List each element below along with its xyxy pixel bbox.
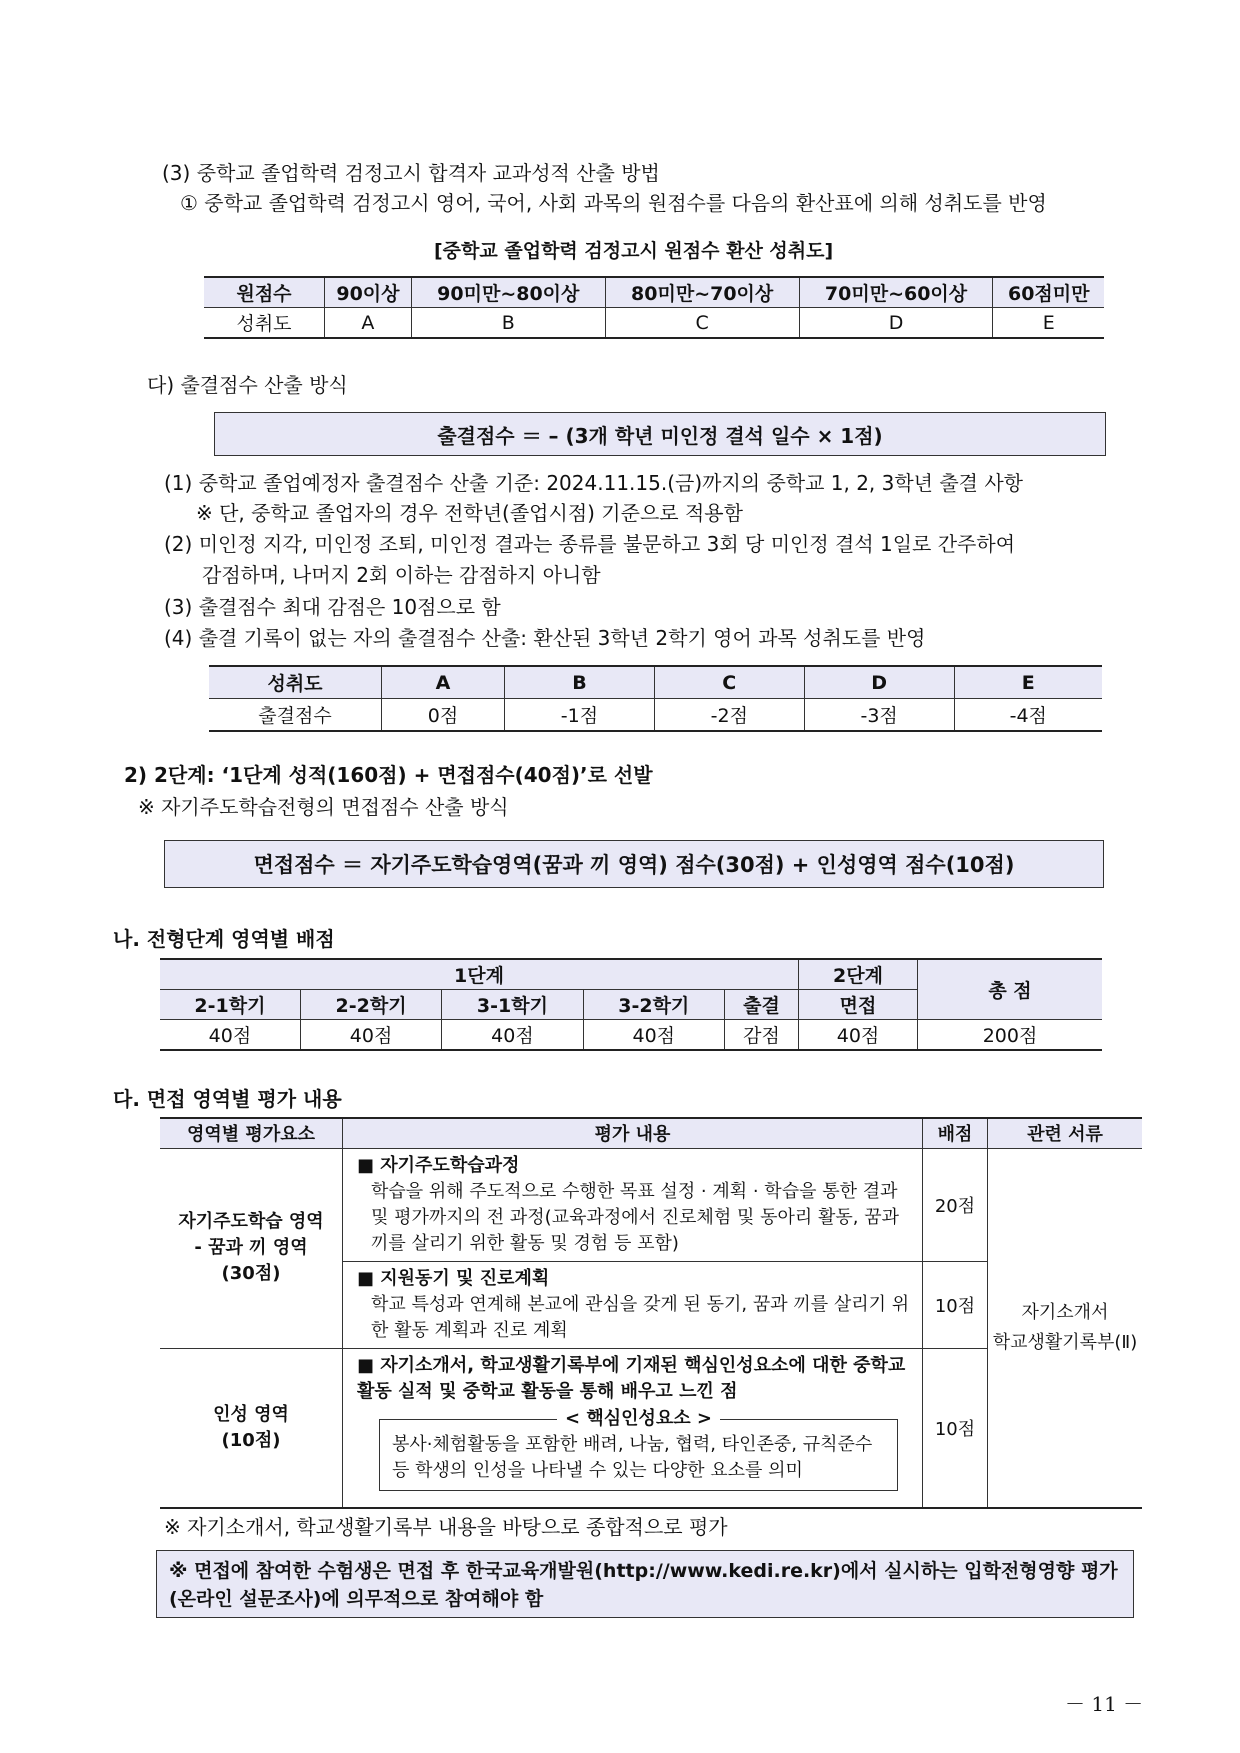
list-item: (3) 출결점수 최대 감점은 10점으로 함 (164, 595, 501, 619)
content-title: ■ 지원동기 및 진로계획 (357, 1267, 550, 1289)
table-cell: 2-1학기 (160, 990, 300, 1020)
table-cell: 60점미만 (993, 277, 1104, 308)
table-cell: 40점 (300, 1020, 441, 1051)
notice-box: ※ 면접에 참여한 수험생은 면접 후 한국교육개발원(http://www.kedi.re.kr)에서 실시하는 입학전형영향 평가(온라인 설문조사)에 의무적으로 참여해야 함 (156, 1550, 1134, 1618)
table-cell: 40점 (442, 1020, 583, 1051)
interview-evaluation-table (160, 1117, 1142, 1509)
body-text: ① 중학교 졸업학력 검정고시 영어, 국어, 사회 과목의 원점수를 다음의 환산표에 의해 성취도를 반영 (180, 191, 1047, 215)
table-cell: E (993, 308, 1104, 339)
table-cell: 2-2학기 (300, 990, 441, 1020)
table-cell: 90미만~80이상 (411, 277, 605, 308)
table-cell: 3-2학기 (583, 990, 724, 1020)
attendance-score-table (209, 665, 1102, 732)
doc-label: 자기소개서 (1021, 1301, 1109, 1323)
table-cell: 영역별 평가요소 (160, 1118, 343, 1148)
table-cell: A (325, 308, 412, 339)
list-item: 감점하며, 나머지 2회 이하는 감점하지 아니함 (202, 563, 601, 587)
section-heading: 다. 면접 영역별 평가 내용 (113, 1087, 342, 1111)
area-cell (160, 1148, 343, 1348)
score-cell: 10점 (923, 1348, 988, 1508)
table-cell: 40점 (160, 1020, 300, 1051)
table-cell: 면접 (799, 990, 918, 1020)
table-cell: 출결 (724, 990, 798, 1020)
content-title: ■ 자기소개서, 학교생활기록부에 기재된 핵심인성요소에 대한 중학교 활동 실적 및 중학교 활동을 통해 배우고 느낀 점 (357, 1354, 906, 1402)
area-label: (30점) (221, 1263, 281, 1284)
area-label: - 꿈과 끼 영역 (194, 1237, 308, 1258)
table-cell: 0점 (382, 699, 505, 732)
table-cell: 80미만~70이상 (605, 277, 799, 308)
doc-label: 학교생활기록부(Ⅱ) (992, 1331, 1138, 1353)
table-cell: 40점 (583, 1020, 724, 1051)
note-text: ※ 자기소개서, 학교생활기록부 내용을 바탕으로 종합적으로 평가 (164, 1515, 728, 1539)
table-cell: 성취도 (209, 666, 382, 699)
list-item: (2) 미인정 지각, 미인정 조퇴, 미인정 결과는 종류를 불문하고 3회 당 미인정 결석 1일로 간주하여 (164, 532, 1016, 556)
table-cell: 관련 서류 (988, 1118, 1143, 1148)
table-cell: 감점 (724, 1020, 798, 1051)
stage-score-table (160, 958, 1102, 1051)
table-title: [중학교 졸업학력 검정고시 원점수 환산 성취도] (434, 240, 834, 262)
area-label: 자기주도학습 영역 (178, 1211, 324, 1232)
table-cell: 성취도 (236, 313, 292, 335)
table-cell: 90이상 (325, 277, 412, 308)
content-body: 학교 특성과 연계해 본교에 관심을 갖게 된 동기, 꿈과 끼를 살리기 위한 활동 계획과 진로 계획 (371, 1293, 910, 1341)
core-values-body: 봉사·체험활동을 포함한 배려, 나눔, 협력, 타인존중, 규칙준수 등 학생의 인성을 나타낼 수 있는 다양한 요소를 의미 (392, 1433, 873, 1481)
table-cell: D (804, 666, 954, 699)
area-cell (160, 1348, 343, 1508)
section-heading: 다) 출결점수 산출 방식 (147, 373, 348, 397)
list-item: (1) 중학교 졸업예정자 출결점수 산출 기준: 2024.11.15.(금)까지의 중학교 1, 2, 3학년 출결 사항 (164, 471, 1024, 495)
content-cell (343, 1148, 923, 1261)
table-cell: C (605, 308, 799, 339)
section-heading: (3) 중학교 졸업학력 검정고시 합격자 교과성적 산출 방법 (162, 161, 660, 185)
docs-cell (988, 1148, 1143, 1508)
table-cell: 출결점수 (258, 705, 332, 727)
formula-box: 출결점수 ＝ – (3개 학년 미인정 결석 일수 × 1점) (214, 412, 1106, 456)
table-cell: 배점 (923, 1118, 988, 1148)
content-title: ■ 자기주도학습과정 (357, 1154, 520, 1176)
content-cell (343, 1261, 923, 1348)
table-cell: 40점 (799, 1020, 918, 1051)
area-label: 인성 영역 (213, 1403, 289, 1425)
table-cell: 2단계 (799, 959, 918, 990)
table-cell: 200점 (918, 1020, 1103, 1051)
table-cell: 평가 내용 (343, 1118, 923, 1148)
table-cell: -1점 (505, 699, 655, 732)
table-cell: 총 점 (918, 959, 1103, 1020)
table-cell: 1단계 (160, 959, 799, 990)
list-item: ※ 단, 중학교 졸업자의 경우 전학년(졸업시점) 기준으로 적용함 (196, 501, 743, 525)
content-cell (343, 1348, 923, 1508)
table-cell: 원점수 (204, 277, 325, 308)
score-cell: 10점 (923, 1261, 988, 1348)
list-item: (4) 출결 기록이 없는 자의 출결점수 산출: 환산된 3학년 2학기 영어 과목 성취도를 반영 (164, 626, 926, 650)
core-values-box (379, 1407, 898, 1491)
section-heading: 나. 전형단계 영역별 배점 (113, 927, 335, 951)
table-cell: C (654, 666, 804, 699)
formula-box: 면접점수 ＝ 자기주도학습영역(꿈과 끼 영역) 점수(30점) + 인성영역 점수(10점) (164, 840, 1104, 888)
table-cell: 70미만~60이상 (799, 277, 993, 308)
grade-conversion-table (204, 276, 1104, 339)
page-number: － 11 － (1065, 1692, 1144, 1716)
area-label: (10점) (221, 1429, 281, 1451)
table-cell: -4점 (954, 699, 1102, 732)
content-body: 학습을 위해 주도적으로 수행한 목표 설정 · 계획 · 학습을 통한 결과 및 평가까지의 전 과정(교육과정에서 진로체험 및 동아리 활동, 꿈과 끼를 살리기 위한 활동 및 경험 등 포함) (371, 1180, 899, 1254)
table-cell: B (411, 308, 605, 339)
note-text: ※ 자기주도학습전형의 면접점수 산출 방식 (138, 795, 509, 819)
table-cell: E (954, 666, 1102, 699)
table-cell: B (505, 666, 655, 699)
table-cell: A (382, 666, 505, 699)
table-cell: 3-1학기 (442, 990, 583, 1020)
table-cell: -3점 (804, 699, 954, 732)
table-cell: -2점 (654, 699, 804, 732)
table-cell: D (799, 308, 993, 339)
section-heading: 2) 2단계: ‘1단계 성적(160점) + 면접점수(40점)’로 선발 (124, 763, 653, 787)
core-values-title: < 핵심인성요소 > (557, 1408, 720, 1429)
score-cell: 20점 (923, 1148, 988, 1261)
